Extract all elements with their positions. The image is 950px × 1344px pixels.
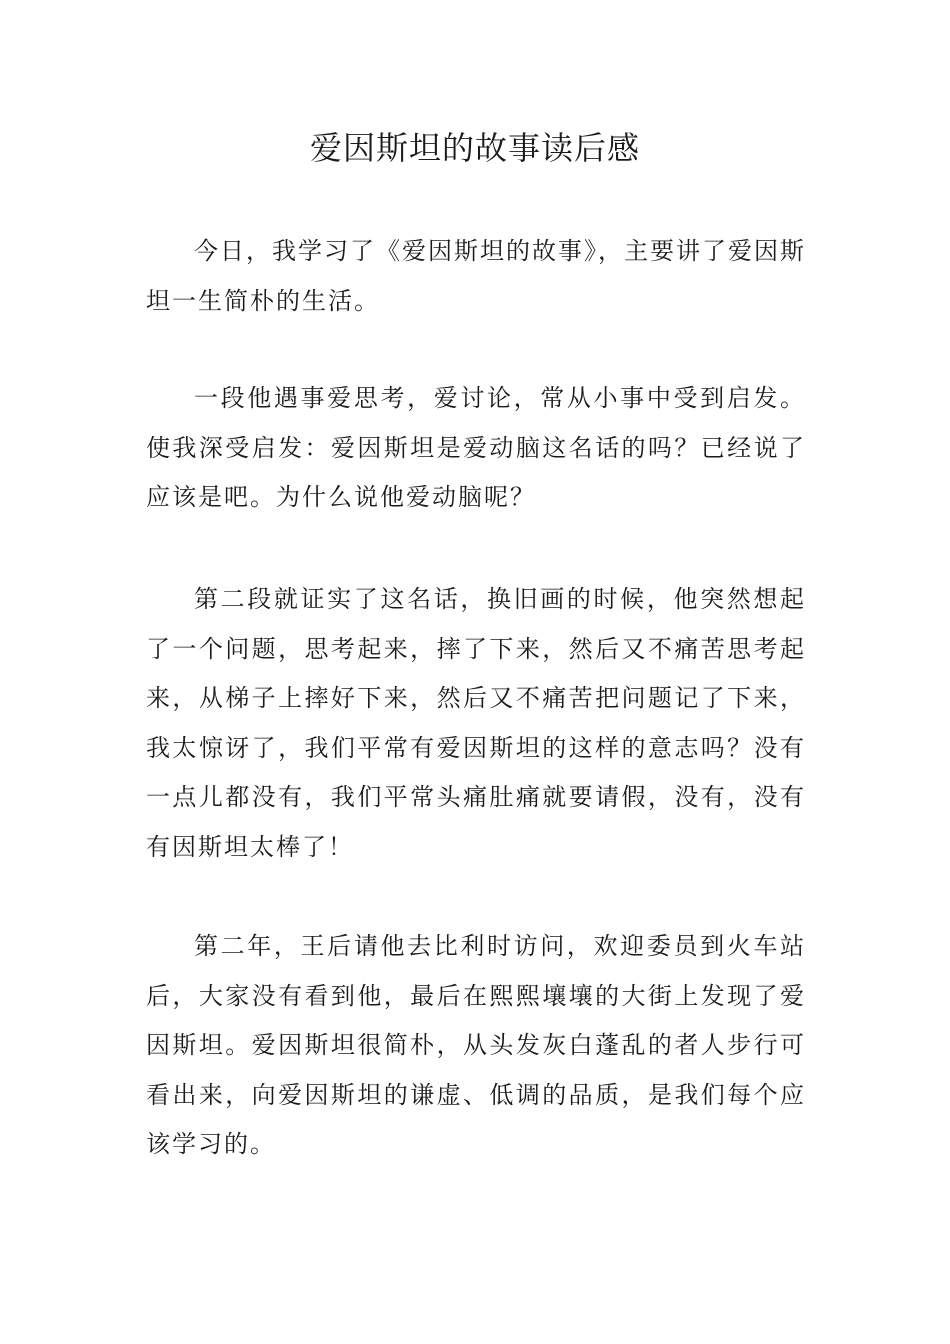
paragraph-1: 今日，我学习了《爱因斯坦的故事》，主要讲了爱因斯坦一生简朴的生活。 [146,237,806,315]
paragraph-2: 一段他遇事爱思考，爱讨论，常从小事中受到启发。使我深受启发：爱因斯坦是爱动脑这名话的吗？已经说了应该是吧。为什么说他爱动脑呢？ [146,384,806,511]
paragraph-4: 第二年，王后请他去比利时访问，欢迎委员到火车站后，大家没有看到他，最后在熙熙壤壤的大街上发现了爱因斯坦。爱因斯坦很简朴，从头发灰白蓬乱的者人步行可看出来，向爱因斯坦的谦虚、低调的品质，是我们每个应该学习的。 [146,932,806,1158]
paragraph-3: 第二段就证实了这名话，换旧画的时候，他突然想起了一个问题，思考起来，摔了下来，然后又不痛苦思考起来，从梯子上摔好下来，然后又不痛苦把问题记了下来，我太惊讶了，我们平常有爱因斯坦的这样的意志吗？没有一点儿都没有，我们平常头痛肚痛就要请假，没有，没有有因斯坦太棒了！ [146,585,806,861]
document-title: 爱因斯坦的故事读后感 [309,129,640,167]
